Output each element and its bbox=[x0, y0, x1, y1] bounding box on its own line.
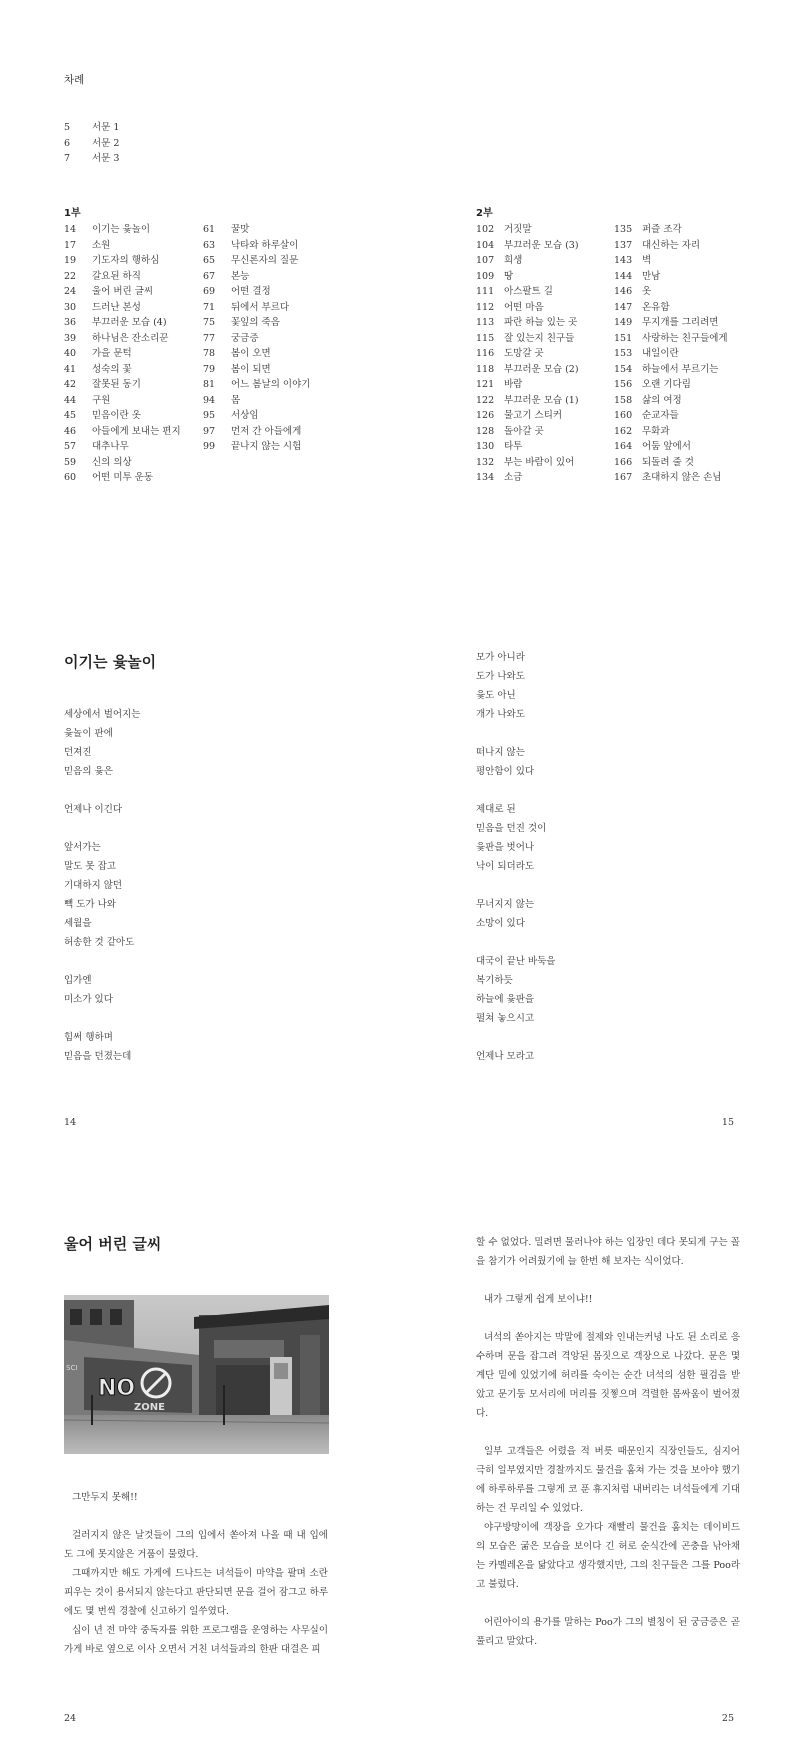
page-number-left-2: 24 bbox=[64, 1713, 77, 1724]
poem-line: 윷판을 벗어나 bbox=[476, 842, 535, 853]
preface-list bbox=[64, 120, 119, 167]
toc-entry bbox=[203, 408, 310, 424]
part2-label: 2부 bbox=[476, 208, 493, 219]
toc-entry-page: 69 bbox=[203, 286, 216, 297]
toc-entry-title: 부끄러운 모습 (3) bbox=[504, 239, 579, 251]
toc-entry bbox=[64, 151, 119, 167]
poem-right-column bbox=[476, 648, 555, 1066]
toc-entry-page: 128 bbox=[476, 425, 495, 437]
toc-entry-title: 내일이란 bbox=[642, 348, 679, 359]
toc-entry-title: 이기는 윷놀이 bbox=[92, 224, 151, 235]
toc-entry-page: 166 bbox=[614, 456, 633, 468]
toc-entry-title: 어느 봄날의 이야기 bbox=[231, 379, 311, 390]
toc-entry bbox=[476, 300, 579, 316]
toc-entry bbox=[476, 377, 579, 393]
toc-entry-page: 116 bbox=[476, 348, 495, 359]
toc-entry-title: 신의 의상 bbox=[92, 456, 132, 468]
toc-entry-title: 희생 bbox=[504, 255, 523, 266]
toc-entry-page: 61 bbox=[203, 224, 216, 235]
poem-line: 대국이 끝난 바둑을 bbox=[476, 956, 556, 967]
essay-paragraph: 어린아이의 용가를 말하는 Poo가 그의 별칭이 된 궁금증은 곧 풀리고 말았다. bbox=[476, 1617, 740, 1647]
stanza-gap bbox=[476, 1028, 555, 1047]
poem-line: 낙이 되더라도 bbox=[476, 861, 535, 872]
poem-line: 믿음을 던졌는데 bbox=[64, 1051, 132, 1062]
stanza-gap bbox=[64, 781, 140, 800]
toc-entry-page: 79 bbox=[203, 363, 216, 375]
part1-label: 1부 bbox=[64, 208, 81, 219]
toc-entry-page: 71 bbox=[203, 301, 216, 313]
toc-entry-title: 구원 bbox=[92, 394, 111, 406]
toc-entry-page: 122 bbox=[476, 394, 495, 406]
toc-entry-page: 45 bbox=[64, 410, 77, 421]
poem-line: 윷도 아닌 bbox=[476, 690, 516, 701]
toc-entry-title: 무지개를 그리려면 bbox=[642, 317, 719, 328]
toc-entry bbox=[614, 439, 728, 455]
toc-entry bbox=[614, 393, 728, 409]
toc-entry bbox=[203, 331, 310, 347]
toc-entry-page: 121 bbox=[476, 379, 495, 390]
poem-line: 개가 나와도 bbox=[476, 709, 525, 720]
poem-line: 도가 나와도 bbox=[476, 671, 525, 682]
toc-entry bbox=[64, 346, 181, 362]
toc-entry bbox=[614, 455, 728, 471]
toc-entry-page: 46 bbox=[64, 425, 77, 437]
page-number-right: 15 bbox=[721, 1117, 734, 1128]
toc-entry-title: 울어 버린 글씨 bbox=[92, 286, 154, 297]
toc-entry bbox=[614, 470, 728, 486]
toc-entry-page: 6 bbox=[64, 137, 71, 149]
toc-entry-page: 144 bbox=[614, 270, 633, 282]
toc-entry-title: 기도자의 행하심 bbox=[92, 255, 160, 266]
toc-entry-page: 112 bbox=[476, 301, 495, 313]
toc-entry-page: 135 bbox=[614, 224, 633, 235]
stanza-gap bbox=[476, 876, 555, 895]
poem-line: 평안함이 있다 bbox=[476, 766, 535, 777]
toc-entry-title: 꽃잎의 죽음 bbox=[231, 317, 280, 328]
toc-entry-page: 94 bbox=[203, 394, 216, 406]
toc-entry-page: 99 bbox=[203, 441, 216, 452]
toc-entry-page: 40 bbox=[64, 348, 77, 359]
toc-entry-title: 드러난 본성 bbox=[92, 301, 141, 313]
toc-entry-page: 156 bbox=[614, 379, 633, 390]
page-number-right-2: 25 bbox=[721, 1713, 734, 1724]
toc-entry-page: 36 bbox=[64, 317, 77, 328]
toc-entry-page: 118 bbox=[476, 363, 495, 375]
toc-entry-title: 어떤 결정 bbox=[231, 286, 271, 297]
poem-line: 세상에서 벌어지는 bbox=[64, 709, 141, 720]
toc-entry-title: 꿀맛 bbox=[231, 224, 250, 235]
toc-entry bbox=[476, 393, 579, 409]
toc-entry-page: 146 bbox=[614, 286, 633, 297]
poem-line: 빽 도가 나와 bbox=[64, 899, 116, 910]
toc-entry-title: 땅 bbox=[504, 270, 514, 282]
toc-entry-page: 19 bbox=[64, 255, 77, 266]
toc-entry bbox=[203, 238, 310, 254]
toc-entry-title: 부끄러운 모습 (1) bbox=[504, 394, 579, 406]
toc-entry bbox=[614, 331, 728, 347]
toc-entry bbox=[476, 346, 579, 362]
toc-entry bbox=[203, 300, 310, 316]
toc-entry bbox=[476, 238, 579, 254]
toc-entry-page: 95 bbox=[203, 410, 216, 421]
toc-entry bbox=[203, 253, 310, 269]
poem-line: 언제나 이긴다 bbox=[64, 804, 123, 815]
toc-entry-page: 81 bbox=[203, 379, 216, 390]
toc-entry bbox=[476, 222, 579, 238]
toc-entry-page: 160 bbox=[614, 410, 633, 421]
poem-line: 복기하듯 bbox=[476, 975, 513, 986]
toc-entry bbox=[64, 238, 181, 254]
toc-heading: 차례 bbox=[64, 74, 85, 86]
toc-entry-title: 가을 문턱 bbox=[92, 348, 132, 359]
poem-line: 소망이 있다 bbox=[476, 918, 525, 929]
toc-entry-title: 봄이 되면 bbox=[231, 363, 271, 375]
toc-entry-title: 오랜 기다림 bbox=[642, 379, 691, 390]
toc-entry-page: 149 bbox=[614, 317, 633, 328]
toc-entry-page: 24 bbox=[64, 286, 77, 297]
toc-entry-title: 물고기 스티커 bbox=[504, 410, 563, 421]
toc-entry bbox=[64, 362, 181, 378]
poem-line: 미소가 있다 bbox=[64, 994, 113, 1005]
toc-entry bbox=[614, 222, 728, 238]
essay-paragraph: 일부 고객들은 어렸을 적 버릇 때문인지 직장인들도, 심지어 극히 일부였지만 경찰까지도 물건을 훔쳐 가는 것을 보아야 했기에 하루하루를 그렇게 코 푼 휴지처럼 내버리는 녀석들에게 기대하는 건 무리일 수 있었다. bbox=[476, 1446, 740, 1514]
essay-title: 울어 버린 글씨 bbox=[64, 1235, 162, 1253]
toc-entry-title: 순교자들 bbox=[642, 410, 679, 421]
poem-line: 떠나지 않는 bbox=[476, 747, 525, 758]
toc-entry-title: 거짓말 bbox=[504, 224, 532, 235]
toc-entry-page: 104 bbox=[476, 239, 495, 251]
toc-entry-page: 14 bbox=[64, 224, 77, 235]
toc-entry-title: 성숙의 꽃 bbox=[92, 363, 132, 375]
toc-entry-page: 167 bbox=[614, 472, 633, 483]
toc-entry bbox=[614, 253, 728, 269]
part1-col2 bbox=[203, 222, 310, 455]
toc-entry-title: 대추나무 bbox=[92, 441, 129, 452]
poem-left-column bbox=[64, 705, 140, 1066]
toc-entry-title: 부는 바람이 있어 bbox=[504, 456, 575, 468]
toc-entry-page: 132 bbox=[476, 456, 495, 468]
toc-entry-page: 22 bbox=[64, 270, 77, 282]
poem-line: 앞서가는 bbox=[64, 842, 101, 853]
toc-entry-page: 77 bbox=[203, 332, 216, 344]
essay-paragraph: 그때까지만 해도 가게에 드나드는 녀석들이 마약을 팔며 소란 피우는 것이 용서되지 않는다고 판단되면 문을 걸어 잠그고 하루에도 몇 번씩 경찰에 신고하기 일쑤였다. bbox=[64, 1568, 328, 1617]
poem-line: 말도 못 잡고 bbox=[64, 861, 116, 872]
toc-entry-title: 서문 2 bbox=[92, 137, 120, 149]
toc-entry-page: 134 bbox=[476, 472, 495, 483]
toc-entry-title: 갈요된 하직 bbox=[92, 270, 141, 282]
toc-entry bbox=[64, 120, 119, 136]
toc-entry bbox=[476, 269, 579, 285]
toc-entry bbox=[64, 136, 119, 152]
poem-line: 허송한 것 같아도 bbox=[64, 937, 135, 948]
toc-entry-page: 67 bbox=[203, 270, 216, 282]
toc-entry-page: 162 bbox=[614, 425, 633, 437]
toc-entry-page: 5 bbox=[64, 122, 71, 133]
poem-line: 믿음의 윷은 bbox=[64, 766, 113, 777]
toc-entry-title: 어떤 미투 운동 bbox=[92, 472, 154, 483]
essay-right-text bbox=[476, 1233, 740, 1651]
toc-entry bbox=[614, 315, 728, 331]
poem-line: 던져진 bbox=[64, 747, 92, 758]
poem-line: 세월을 bbox=[64, 918, 92, 929]
toc-entry bbox=[64, 269, 181, 285]
toc-entry-title: 온유함 bbox=[642, 301, 670, 313]
toc-entry-title: 끝나지 않는 시험 bbox=[231, 441, 302, 452]
part2-col2 bbox=[614, 222, 728, 486]
toc-entry bbox=[203, 439, 310, 455]
toc-entry bbox=[476, 284, 579, 300]
toc-entry bbox=[476, 470, 579, 486]
poem-line: 기대하지 않던 bbox=[64, 880, 123, 891]
poem-line: 제대로 된 bbox=[476, 804, 516, 815]
essay-paragraph: 내가 그렇게 쉽게 보이냐!! bbox=[484, 1294, 593, 1305]
toc-entry-page: 59 bbox=[64, 456, 77, 468]
toc-entry bbox=[64, 377, 181, 393]
toc-entry bbox=[476, 331, 579, 347]
toc-entry-title: 도망갈 곳 bbox=[504, 348, 544, 359]
essay-paragraph: 그만두지 못해!! bbox=[72, 1492, 138, 1503]
toc-entry-title: 부끄러운 모습 (4) bbox=[92, 317, 167, 328]
toc-entry bbox=[614, 238, 728, 254]
stanza-gap bbox=[64, 1009, 140, 1028]
toc-entry bbox=[203, 346, 310, 362]
toc-entry-title: 대신하는 자리 bbox=[642, 239, 701, 251]
toc-entry-title: 잘못된 동기 bbox=[92, 379, 141, 390]
toc-entry bbox=[64, 315, 181, 331]
toc-entry-title: 무화과 bbox=[642, 425, 670, 437]
toc-entry-page: 137 bbox=[614, 239, 633, 251]
toc-entry-title: 소원 bbox=[92, 239, 111, 251]
toc-entry bbox=[203, 269, 310, 285]
toc-entry bbox=[476, 315, 579, 331]
poem-line: 언제나 모라고 bbox=[476, 1051, 535, 1062]
toc-entry bbox=[614, 346, 728, 362]
toc-entry-title: 서상임 bbox=[231, 410, 259, 421]
toc-entry-title: 서문 3 bbox=[92, 153, 120, 164]
toc-entry-title: 어둠 앞에서 bbox=[642, 441, 691, 452]
toc-entry bbox=[64, 300, 181, 316]
poem-line: 믿음을 던진 것이 bbox=[476, 823, 547, 834]
toc-entry-page: 126 bbox=[476, 410, 495, 421]
toc-entry-title: 아스팔트 길 bbox=[504, 286, 553, 297]
poem-line: 모가 아니라 bbox=[476, 652, 525, 663]
toc-entry bbox=[203, 393, 310, 409]
toc-entry-title: 바람 bbox=[504, 379, 523, 390]
essay-paragraph: 녀석의 쏟아지는 막말에 절제와 인내는커녕 나도 된 소리로 응수하며 문을 잡그려 격앙된 몸짓으로 객장으로 나갔다. 문은 몇 계단 밑에 있었기에 허리를 숙이는 순간 녀석의 섬한 필검을 받았고 문기둥 모서리에 머리를 짓찧으며 격렬한 몸싸움이 벌어졌다. bbox=[476, 1332, 740, 1419]
essay-paragraph: 야구방망이에 객장을 오가다 재빨리 물건을 훔치는 데이비드의 모습은 굶은 모습을 보이다 긴 허로 순식간에 곤충을 낚아채는 카멜레온을 닮았다고 생각했지만, 그의 친구들은 그를 Poo라고 불렀다. bbox=[476, 1522, 740, 1590]
poem-line: 입가엔 bbox=[64, 975, 92, 986]
stanza-gap bbox=[64, 952, 140, 971]
toc-entry-title: 어떤 마음 bbox=[504, 301, 544, 313]
toc-entry bbox=[64, 424, 181, 440]
toc-entry-page: 41 bbox=[64, 363, 77, 375]
poem-line: 무너지지 않는 bbox=[476, 899, 535, 910]
toc-entry-title: 서문 1 bbox=[92, 122, 120, 133]
toc-entry bbox=[64, 284, 181, 300]
part1-col1 bbox=[64, 222, 181, 486]
toc-entry-page: 130 bbox=[476, 441, 495, 452]
poem-line: 하늘에 윷판을 bbox=[476, 994, 535, 1005]
toc-entry bbox=[476, 253, 579, 269]
toc-entry bbox=[64, 331, 181, 347]
toc-entry bbox=[614, 362, 728, 378]
toc-entry-page: 7 bbox=[64, 153, 71, 164]
toc-entry-page: 44 bbox=[64, 394, 77, 406]
toc-entry-title: 만남 bbox=[642, 270, 661, 282]
toc-entry bbox=[64, 470, 181, 486]
toc-entry-title: 타투 bbox=[504, 441, 523, 452]
toc-entry-page: 42 bbox=[64, 379, 77, 390]
toc-entry bbox=[614, 284, 728, 300]
toc-entry bbox=[203, 315, 310, 331]
toc-entry-title: 벽 bbox=[642, 255, 652, 266]
street-photo bbox=[64, 1295, 329, 1454]
toc-entry-title: 무신론자의 질문 bbox=[231, 255, 299, 266]
toc-entry-title: 아들에게 보내는 편지 bbox=[92, 425, 181, 437]
toc-entry bbox=[476, 408, 579, 424]
toc-entry bbox=[476, 455, 579, 471]
toc-entry bbox=[203, 284, 310, 300]
toc-entry-title: 되돌려 줄 것 bbox=[642, 456, 694, 468]
toc-entry bbox=[64, 222, 181, 238]
toc-entry-title: 하나님은 잔소리꾼 bbox=[92, 332, 169, 344]
toc-entry bbox=[476, 362, 579, 378]
toc-entry-page: 113 bbox=[476, 317, 495, 328]
toc-entry bbox=[614, 377, 728, 393]
toc-entry bbox=[614, 300, 728, 316]
toc-entry bbox=[203, 424, 310, 440]
essay-paragraph: 걸러지지 않은 날것들이 그의 입에서 쏟아져 나올 때 내 입에도 그에 못지않은 거품이 물렸다. bbox=[64, 1530, 328, 1560]
toc-entry bbox=[614, 424, 728, 440]
toc-entry bbox=[203, 377, 310, 393]
toc-entry-title: 궁금증 bbox=[231, 332, 259, 344]
toc-entry-page: 164 bbox=[614, 441, 633, 452]
toc-entry-page: 30 bbox=[64, 301, 77, 313]
toc-entry-page: 154 bbox=[614, 363, 633, 375]
svg-text:NO: NO bbox=[98, 1376, 136, 1401]
toc-entry-page: 97 bbox=[203, 425, 216, 437]
poem-title: 이기는 윷놀이 bbox=[64, 653, 157, 671]
toc-entry-title: 낙타와 하루살이 bbox=[231, 239, 299, 251]
toc-entry-page: 151 bbox=[614, 332, 633, 344]
toc-entry-page: 75 bbox=[203, 317, 216, 328]
toc-entry bbox=[614, 269, 728, 285]
stanza-gap bbox=[476, 781, 555, 800]
toc-entry-page: 57 bbox=[64, 441, 77, 452]
essay-left-text bbox=[64, 1488, 328, 1659]
toc-entry-page: 78 bbox=[203, 348, 216, 359]
toc-entry-title: 파란 하늘 있는 곳 bbox=[504, 317, 578, 328]
toc-entry-title: 본능 bbox=[231, 270, 250, 282]
stanza-gap bbox=[476, 933, 555, 952]
stanza-gap bbox=[476, 724, 555, 743]
toc-entry bbox=[64, 393, 181, 409]
toc-entry-page: 39 bbox=[64, 332, 77, 344]
toc-entry bbox=[64, 408, 181, 424]
toc-entry-page: 153 bbox=[614, 348, 633, 359]
toc-entry-page: 107 bbox=[476, 255, 495, 266]
toc-entry bbox=[614, 408, 728, 424]
toc-entry-title: 믿음이란 옷 bbox=[92, 410, 141, 421]
toc-entry-title: 초대하지 않은 손님 bbox=[642, 472, 722, 483]
toc-entry bbox=[476, 424, 579, 440]
toc-entry-page: 111 bbox=[476, 286, 495, 297]
toc-entry-page: 17 bbox=[64, 239, 77, 251]
svg-text:SCI: SCI bbox=[66, 1364, 78, 1372]
essay-paragraph: 할 수 없었다. 밀려면 물러나야 하는 입장인 데다 못되게 구는 꼴을 참기가 어려웠기에 늘 한번 해 보자는 식이었다. bbox=[476, 1237, 740, 1267]
essay-paragraph: 십이 년 전 마약 중독자를 위한 프로그램을 운영하는 사무실이 가게 바로 옆으로 이사 오면서 거친 녀석들과의 한판 대결은 피 bbox=[64, 1625, 328, 1655]
toc-entry bbox=[203, 222, 310, 238]
toc-entry-title: 소금 bbox=[504, 472, 523, 483]
toc-entry bbox=[64, 253, 181, 269]
toc-entry-page: 143 bbox=[614, 255, 633, 266]
poem-line: 펼쳐 놓으시고 bbox=[476, 1013, 535, 1024]
toc-entry-page: 60 bbox=[64, 472, 77, 483]
toc-entry bbox=[476, 439, 579, 455]
toc-entry-title: 뒤에서 부르다 bbox=[231, 301, 290, 313]
toc-entry-title: 부끄러운 모습 (2) bbox=[504, 363, 579, 375]
toc-entry-page: 158 bbox=[614, 394, 633, 406]
toc-entry-page: 147 bbox=[614, 301, 633, 313]
toc-entry-page: 102 bbox=[476, 224, 495, 235]
toc-entry-page: 115 bbox=[476, 332, 495, 344]
toc-entry-title: 몸 bbox=[231, 394, 241, 406]
stanza-gap bbox=[64, 819, 140, 838]
toc-entry-title: 옷 bbox=[642, 286, 652, 297]
toc-entry bbox=[64, 455, 181, 471]
toc-entry-title: 먼저 간 아들에게 bbox=[231, 425, 302, 437]
toc-entry bbox=[203, 362, 310, 378]
toc-entry bbox=[64, 439, 181, 455]
svg-text:ZONE: ZONE bbox=[134, 1402, 165, 1413]
part2-col1 bbox=[476, 222, 579, 486]
toc-entry-title: 사랑하는 친구들에게 bbox=[642, 332, 728, 344]
toc-entry-title: 퍼즐 조각 bbox=[642, 224, 682, 235]
toc-entry-page: 63 bbox=[203, 239, 216, 251]
page-number-left: 14 bbox=[64, 1117, 77, 1128]
poem-line: 힘써 행하며 bbox=[64, 1032, 113, 1043]
toc-entry-title: 하늘에서 부르기는 bbox=[642, 363, 719, 375]
toc-entry-title: 삶의 여정 bbox=[642, 394, 682, 406]
poem-line: 윷놀이 판에 bbox=[64, 728, 113, 739]
toc-entry-title: 봄이 오면 bbox=[231, 348, 271, 359]
toc-entry-title: 잘 있는지 친구들 bbox=[504, 332, 575, 344]
toc-entry-title: 돌아갈 곳 bbox=[504, 425, 544, 437]
toc-entry-page: 65 bbox=[203, 255, 216, 266]
toc-entry-page: 109 bbox=[476, 270, 495, 282]
